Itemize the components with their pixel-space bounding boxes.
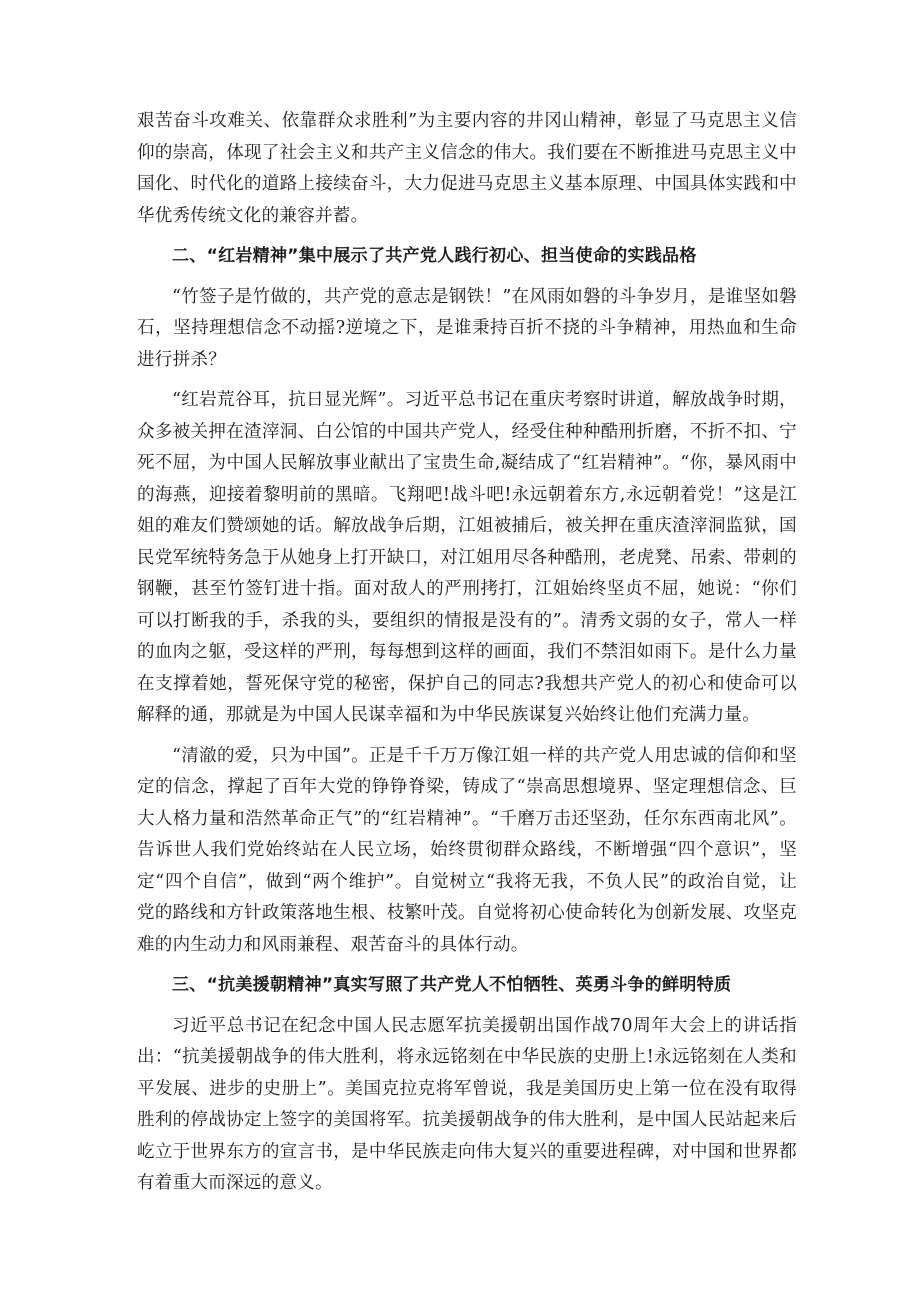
paragraph-clear-love: “清澈的爱，只为中国”。正是千千万万像江姐一样的共产党人用忠诚的信仰和坚定的信念，撑起了百年大党的铮铮脊梁，铸成了“崇高思想境界、坚定理想信念、巨大人格力量和浩然革命正气”的“红岩精神”。“千磨万击还坚劲，任尔东西南北风”。告诉世人我们党始终站在人民立场，始终贯彻群众路线，不断增强“四个意识”，坚定“四个自信”，做到“两个维护”。自觉树立“我将无我，不负人民”的政治自觉，让党的路线和方针政策落地生根、枝繁叶茂。自觉将初心使命转化为创新发展、攻坚克难的内生动力和风雨兼程、艰苦奋斗的具体行动。 <box>137 745 797 955</box>
paragraph-korean-war: 习近平总书记在纪念中国人民志愿军抗美援朝出国作战70周年大会上的讲话指出：“抗美援朝战争的伟大胜利，将永远铭刻在中华民族的史册上!永远铭刻在人类和平发展、进步的史册上”。美国克拉克将军曾说，我是美国历史上第一位在没有取得胜利的停战协定上签字的美国将军。抗美援朝战争的伟大胜利，是中国人民站起来后屹立于世界东方的宣言书，是中华民族走向伟大复兴的重要进程碑，对中国和世界都有着重大而深远的意义。 <box>137 1015 797 1193</box>
paragraph-quote-intro: “竹签子是竹做的，共产党的意志是钢铁！”在风雨如磐的斗争岁月，是谁坚如磐石，坚持理想信念不动摇?逆境之下，是谁秉持百折不挠的斗争精神，用热血和生命进行拼杀？ <box>137 286 797 370</box>
section-heading-2: 二、“红岩精神”集中展示了共产党人践行初心、担当使命的实践品格 <box>172 246 697 266</box>
section-heading-3: 三、“抗美援朝精神”真实写照了共产党人不怕牺牲、英勇斗争的鲜明特质 <box>172 975 732 995</box>
paragraph-continuation: 艰苦奋斗攻难关、依靠群众求胜利”为主要内容的井冈山精神，彰显了马克思主义信仰的崇高，体现了社会主义和共产主义信念的伟大。我们要在不断推进马克思主义中国化、时代化的道路上接续奋斗，大力促进马克思主义基本原理、中国具体实践和中华优秀传统文化的兼容并蓄。 <box>137 111 797 226</box>
paragraph-hongyan: “红岩荒谷耳，抗日显光辉”。习近平总书记在重庆考察时讲道，解放战争时期，众多被关押在渣滓洞、白公馆的中国共产党人，经受住种种酷刑折磨，不折不扣、宁死不屈，为中国人民解放事业献出了宝贵生命,凝结成了“红岩精神”。“你，暴风雨中的海燕，迎接着黎明前的黑暗。飞翔吧!战斗吧!永远朝着东方,永远朝着党！”这是江姐的难友们赞颂她的话。解放战争后期，江姐被捕后，被关押在重庆渣滓洞监狱，国民党军统特务急于从她身上打开缺口，对江姐用尽各种酷刑，老虎凳、吊索、带刺的钢鞭，甚至竹签钉进十指。面对敌人的严刑拷打，江姐始终坚贞不屈，她说：“你们可以打断我的手，杀我的头，要组织的情报是没有的”。清秀文弱的女子，常人一样的血肉之躯，受这样的严刑，每每想到这样的画面，我们不禁泪如雨下。是什么力量在支撑着她，誓死保守党的秘密，保护自己的同志?我想共产党人的初心和使命可以解释的通，那就是为中国人民谋幸福和为中华民族谋复兴始终让他们充满力量。 <box>137 390 797 725</box>
document-body <box>137 106 797 1209</box>
